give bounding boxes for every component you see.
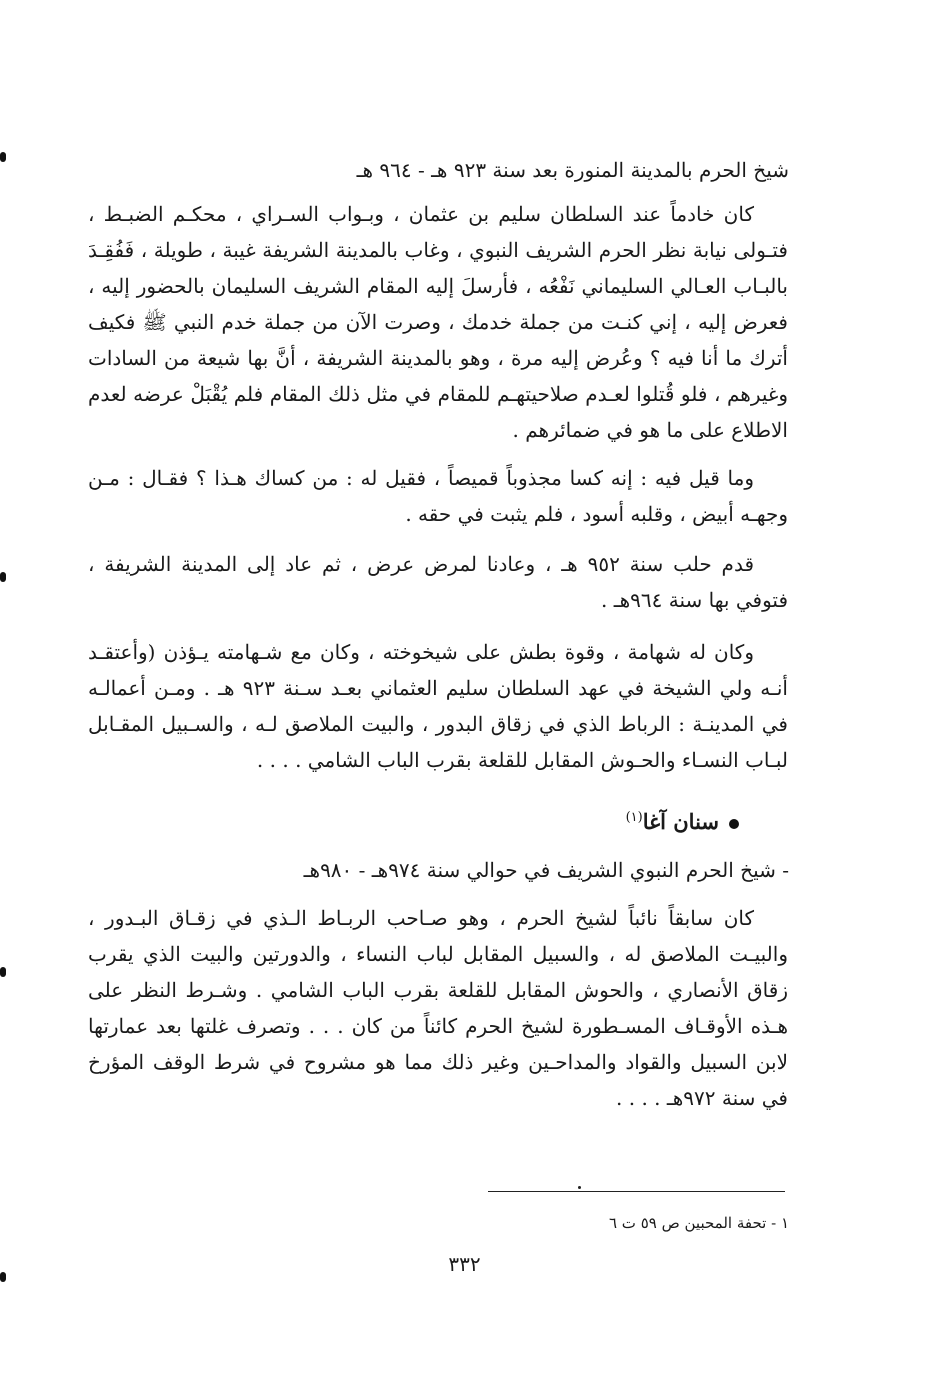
paragraph: كان سابقاً نائباً لشيخ الحرم ، وهو صـاحب الربـاط الـذي في زقـاق البـدور ، والبيـت الملاصق له ، والسبيل المقابل لباب النساء ، والدورتين والبيت الذي يقرب زقاق الأنصاري ، والحوش المقابل للقلعة بقرب الباب الشامي . وشـرط النظر على هـذه الأوقـاف المسـطورة لشيخ الحرم كائناً من كان . . . وتصرف غلتها بعد عمارتها لابن السبيل والقواد والمداحـين وغير ذلك مما هو مشروح في شرط الوقف المؤرخ في سنة ٩٧٢هـ . . . . xyxy=(88,906,788,1110)
paragraph: وما قيل فيه : إنه كسا مجذوباً قميصاً ، فقيل له : من كساك هـذا ؟ فقـال : مـن وجهـه أبيض ، وقلبه أسود ، فلم يثبت في حقه . xyxy=(88,466,788,526)
page-number: ٣٣٢ xyxy=(448,1252,481,1276)
scan-edge-mark xyxy=(0,572,6,582)
footnote-reference: (١) xyxy=(625,810,643,825)
footnote-separator-dot xyxy=(578,1186,581,1189)
footnote-separator xyxy=(488,1191,785,1192)
scan-edge-mark xyxy=(0,967,6,977)
paragraph: قدم حلب سنة ٩٥٢ هـ ، وعادنا لمرض عرض ، ثم عاد إلى المدينة الشريفة ، فتوفي بها سنة ٩٦٤هـ . xyxy=(88,552,788,612)
paragraph: وكان له شهامة ، وقوة بطش على شيخوخته ، وكان مع شـهامته يـؤذن (وأعتقـد أنـه ولي الشيخة في عهد السلطان سليم العثماني بعـد سـنة ٩٢٣ هـ . ومـن أعمالـه في المدينـة : الرباط الذي في زقاق البدور ، والبيت الملاصق لـه ، والسـبيل المقـابل لبـاب النسـاء والحـوش المقابل للقلعة بقرب الباب الشامي . . . . xyxy=(88,640,788,772)
paragraph: كان خادماً عند السلطان سليم بن عثمان ، وبـواب السـراي ، محكـم الضبـط ، فتـولى نيابة نظر الحرم الشريف النبوي ، وغاب بالمدينة الشريفة غيبة ، طويلة ، فَفُقِـدَ بالبـاب العـالي السليماني نَفْعُه ، فأرسلَ إليه المقام الشريف السليمان بالحضور إليه ، فعرض إليه ، إني كنـت من جملة خدمك ، وصرت الآن من جملة خدم النبي ﷺ فكيف أترك ما أنا فيه ؟ وعُرض إليه مرة ، وهو بالمدينة الشريفة ، أنَّ بها شيعة من السادات وغيرهم ، فلو قُتلوا لعـدم صلاحيتهـم للمقام في مثل ذلك المقام فلم يُقْبَلْ عرضه لعدم الاطلاع على ما هو في ضمائرهم . xyxy=(88,202,789,442)
section-heading: - شيخ الحرم النبوي الشريف في حوالي سنة ٩٧٤هـ - ٩٨٠هـ xyxy=(303,858,789,882)
bullet-icon xyxy=(729,819,739,829)
scan-edge-mark xyxy=(0,152,6,162)
bullet-heading xyxy=(626,800,739,840)
footnote: ١ - تحفة المحبين ص ٥٩ ت ٦ xyxy=(608,1214,789,1232)
section-heading: شيخ الحرم بالمدينة المنورة بعد سنة ٩٢٣ هـ - ٩٦٤ هـ xyxy=(356,158,789,182)
person-name: سنان آغا xyxy=(642,809,719,834)
